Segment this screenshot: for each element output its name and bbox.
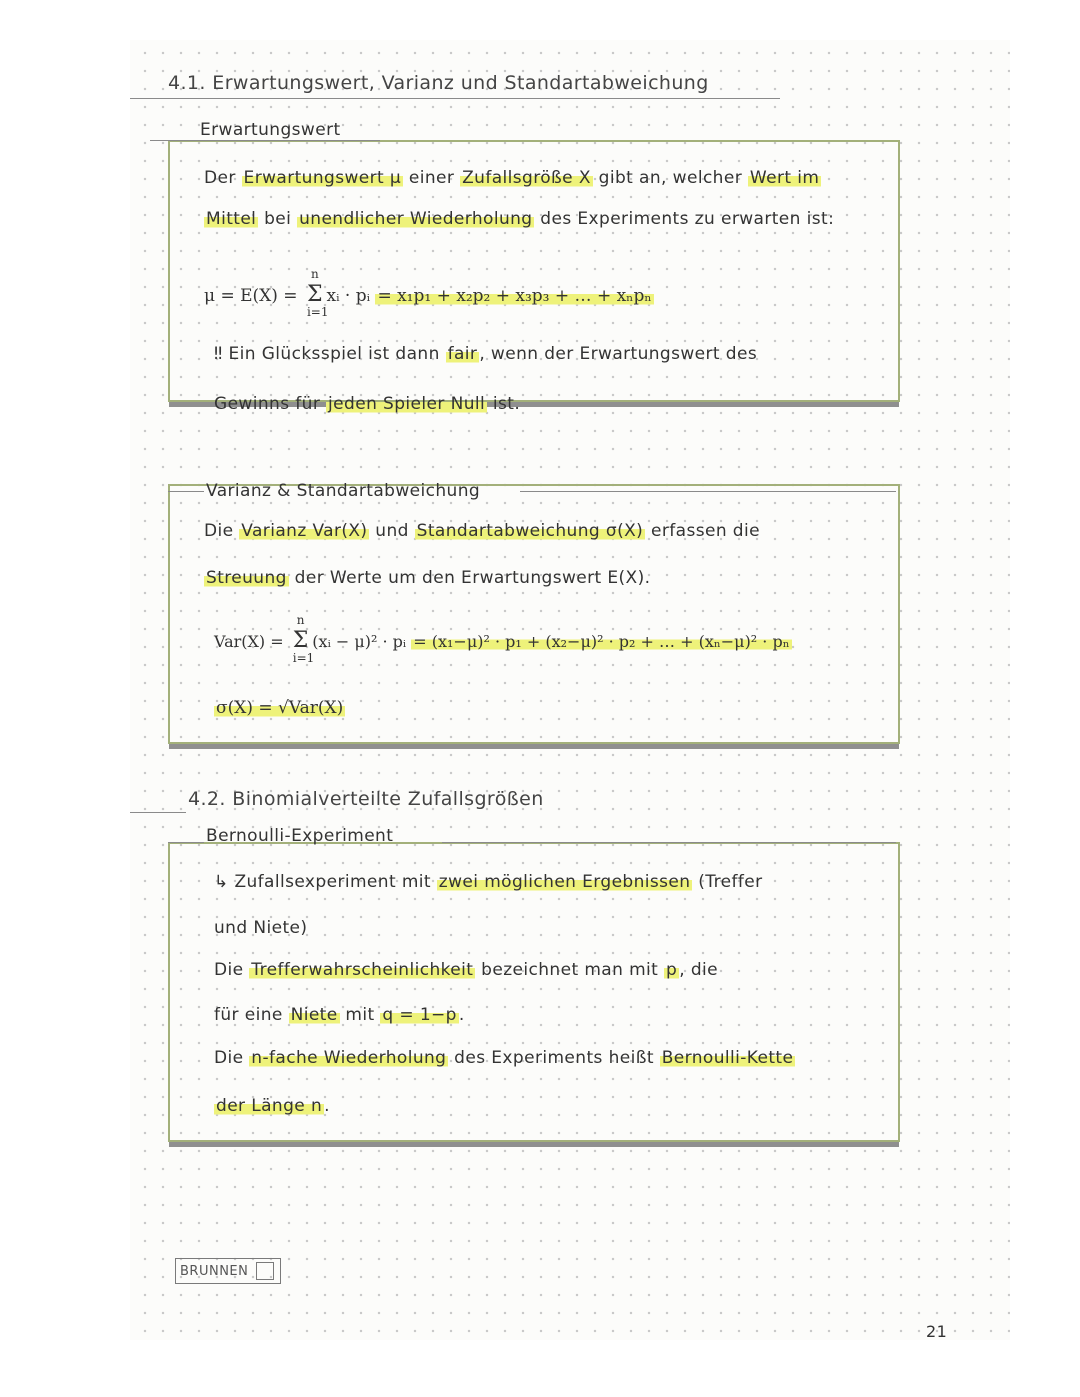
text: (Treffer — [692, 872, 763, 892]
text: , die — [679, 960, 719, 980]
text: Die — [204, 521, 240, 541]
heading-rule — [520, 491, 896, 492]
text: . — [458, 1005, 465, 1025]
formula-rhs: = (x₁−μ)² · p₁ + (x₂−μ)² · p₂ + … + (xₙ−μ)² · pₙ — [413, 632, 790, 651]
bernoulli-line-2: und Niete) — [214, 918, 308, 938]
definition-line-2 — [204, 209, 834, 229]
highlight: Mittel — [206, 209, 257, 229]
definition-line-1 — [204, 168, 821, 188]
sum-upper: n — [296, 613, 305, 627]
text: erfassen die — [645, 521, 760, 541]
formula-lhs: μ = E(X) = — [204, 286, 303, 306]
highlight: jeden Spieler Null — [328, 394, 486, 414]
text: ‼ Ein Glücksspiel ist dann — [214, 344, 446, 364]
bernoulli-line-3 — [214, 960, 718, 980]
text: Die — [214, 960, 250, 980]
section-title-4-2: 4.2. Binomialverteilte Zufallsgrößen — [188, 788, 544, 810]
brand-logo — [175, 1258, 281, 1284]
bernoulli-line-6 — [214, 1096, 330, 1116]
text: gibt an, welcher — [592, 168, 748, 188]
text: einer — [403, 168, 461, 188]
text: und — [369, 521, 415, 541]
highlight: Standartabweichung σ(X) — [416, 521, 644, 541]
formula-rhs: = x₁p₁ + x₂p₂ + x₃p₃ + … + xₙpₙ — [377, 286, 652, 306]
page-number: 21 — [926, 1322, 948, 1341]
sigma-formula — [214, 698, 345, 718]
text: mit — [339, 1005, 381, 1025]
heading-rule — [442, 842, 896, 843]
highlight: Varianz Var(X) — [241, 521, 368, 541]
highlight: p — [666, 960, 678, 980]
text: Der — [204, 168, 242, 188]
section-rule — [130, 812, 186, 813]
text: bezeichnet man mit — [475, 960, 665, 980]
box-heading-bernoulli: Bernoulli-Experiment — [206, 826, 394, 846]
sum-symbol: Σ n i=1 — [306, 267, 329, 319]
text: Die — [214, 1048, 250, 1068]
highlight: der Länge n — [216, 1096, 323, 1116]
bernoulli-line-1 — [214, 872, 762, 892]
variance-definition-1 — [204, 521, 760, 541]
highlight: zwei möglichen Ergebnissen — [438, 872, 691, 892]
text: für eine — [214, 1005, 289, 1025]
formula-term: xᵢ · pᵢ — [326, 286, 371, 306]
variance-definition-2 — [204, 568, 650, 588]
bernoulli-line-4 — [214, 1005, 465, 1025]
sum-lower: i=1 — [306, 305, 329, 319]
highlight: σ(X) = √Var(X) — [216, 698, 344, 718]
sum-lower: i=1 — [292, 651, 315, 665]
highlight: Zufallsgröße X — [462, 168, 591, 188]
highlight: fair — [447, 344, 478, 364]
highlight: q = 1−p — [382, 1005, 457, 1025]
highlight: unendlicher Wiederholung — [299, 209, 533, 229]
text: Gewinns für — [214, 394, 327, 414]
text: ↳ Zufallsexperiment mit — [214, 872, 437, 892]
highlight: Niete — [290, 1005, 338, 1025]
box-heading-varianz: Varianz & Standartabweichung — [206, 481, 481, 501]
text: des Experiments heißt — [448, 1048, 660, 1068]
sum-symbol: Σ n i=1 — [292, 613, 315, 665]
formula-lhs: Var(X) = — [214, 632, 289, 651]
highlight: Trefferwahrscheinlichkeit — [251, 960, 474, 980]
fair-game-note-1 — [214, 344, 757, 364]
highlight: Erwartungswert μ — [243, 168, 402, 188]
highlight: Streuung — [206, 568, 287, 588]
text: ist. — [487, 394, 521, 414]
text: des Experiments zu erwarten ist: — [534, 209, 835, 229]
formula-term: (xᵢ − μ)² · pᵢ — [312, 632, 407, 651]
section-rule — [130, 98, 780, 99]
section-title-4-1: 4.1. Erwartungswert, Varianz und Standartabweichung — [168, 72, 709, 94]
heading-rule — [168, 842, 204, 843]
text: bei — [258, 209, 298, 229]
highlight: Wert im — [749, 168, 820, 188]
highlight: Bernoulli-Kette — [661, 1048, 794, 1068]
variance-formula — [214, 613, 792, 665]
text: . — [324, 1096, 330, 1116]
expected-value-formula — [204, 267, 654, 319]
heading-rule — [168, 491, 204, 492]
fair-game-note-2 — [214, 394, 520, 414]
sum-upper: n — [310, 267, 319, 281]
box-heading-erwartungswert: Erwartungswert — [200, 120, 341, 140]
highlight: n-fache Wiederholung — [251, 1048, 447, 1068]
brand-mark-icon — [256, 1262, 274, 1280]
text: , wenn der Erwartungswert des — [479, 344, 758, 364]
heading-rule — [150, 140, 380, 141]
brand-logo-text: BRUNNEN — [180, 1263, 249, 1279]
text: der Werte um den Erwartungswert E(X). — [288, 568, 651, 588]
bernoulli-line-5 — [214, 1048, 795, 1068]
